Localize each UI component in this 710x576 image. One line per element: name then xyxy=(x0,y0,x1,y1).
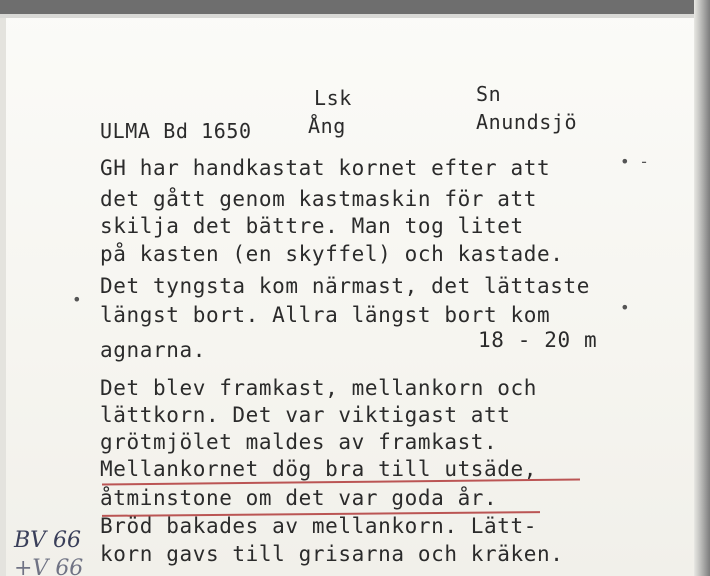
text-line: agnarna. xyxy=(100,338,206,362)
text-line: korn gavs till grisarna och kräken. xyxy=(100,542,564,566)
scan-right-edge xyxy=(694,0,710,576)
distance-note: 18 - 20 m xyxy=(478,328,598,352)
text-line: Bröd bakades av mellankorn. Lätt- xyxy=(100,514,538,538)
text-line: grötmjölet maldes av framkast. xyxy=(100,430,498,454)
text-line: på kasten (en skyffel) och kastade. xyxy=(100,242,564,266)
text-line: skilja det bättre. Man tog litet xyxy=(100,214,524,238)
text-line: Mellankornet dög bra till utsäde, xyxy=(100,457,538,481)
text-line: Det blev framkast, mellankorn och xyxy=(100,376,538,400)
text-line: lättkorn. Det var viktigast att xyxy=(100,403,511,427)
text-line: Det tyngsta kom närmast, det lättaste xyxy=(100,274,590,298)
stray-dots: • - xyxy=(620,152,649,171)
text-line: åtminstone om det var goda år. xyxy=(100,486,498,510)
stray-dot: • xyxy=(72,290,82,309)
text-line: längst bort. Allra längst bort kom xyxy=(100,303,551,327)
scan-top-edge xyxy=(0,0,710,14)
text-line: GH har handkastat kornet efter att xyxy=(100,156,551,180)
stray-dot: • xyxy=(620,298,630,317)
scan-left-edge xyxy=(0,18,6,576)
scan-top-strip xyxy=(0,14,700,18)
socken-label: Sn xyxy=(476,82,502,106)
text-line: det gått genom kastmaskin för att xyxy=(100,187,538,211)
landskap-value: Ång xyxy=(308,114,346,138)
socken-value: Anundsjö xyxy=(476,110,578,134)
margin-note: +V 66 xyxy=(14,556,84,576)
archive-id: ULMA Bd 1650 xyxy=(100,119,252,143)
landskap-label: Lsk xyxy=(314,86,352,110)
margin-note: BV 66 xyxy=(14,528,82,553)
